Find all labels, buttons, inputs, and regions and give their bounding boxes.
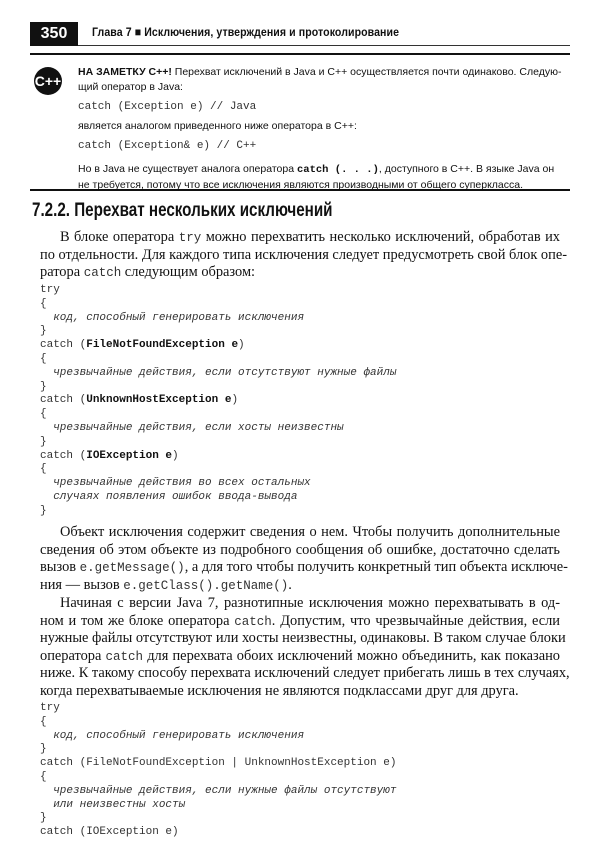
text-run: } (40, 743, 47, 756)
text-line (40, 559, 568, 577)
text-line (40, 264, 560, 282)
page-number: 350 (30, 22, 78, 46)
text-run: { (40, 770, 47, 783)
chapter-title: Глава 7 ■ Исключения, утверждения и протоколирование (92, 25, 400, 39)
note-text: Но в Java не существует аналога оператора (78, 163, 297, 175)
code-line (40, 408, 396, 422)
code-line (40, 312, 396, 326)
code-line (40, 381, 396, 395)
code-line (40, 422, 396, 436)
text-run: для перехвата обоих исключений можно объединить, как показано (143, 647, 560, 664)
text-line (40, 577, 560, 595)
note-code: catch (Exception& e) // C++ (78, 140, 257, 152)
text-run: ном и том же блоке оператора (40, 612, 235, 629)
code-comment: код, способный генерировать исключения (40, 311, 305, 324)
text-run: можно перехватить несколько исключений, обработав их (201, 229, 560, 245)
text-run: сведения об этом объекте из подробного сообщения об ошибке, достаточно сделать (40, 541, 560, 558)
text-run: { (40, 408, 47, 421)
text-run: нужные файлы отсутствуют или хосты неизвестны, одинаковы. В таком случае блоки (40, 630, 566, 646)
text-line (40, 542, 560, 560)
code-line (40, 394, 396, 408)
text-run: catch ( (40, 449, 87, 462)
text-run: { (40, 297, 47, 310)
text-run: { (40, 463, 47, 476)
paragraph (40, 524, 568, 594)
text-run: catch (IOException e) (40, 826, 179, 839)
code-line (40, 367, 396, 381)
code-line (40, 757, 396, 771)
code-listing (40, 702, 396, 840)
note-text: , доступного в С++. В языке Java он (378, 163, 555, 175)
text-run: } (40, 380, 47, 393)
code-line (40, 505, 396, 519)
code-line (40, 353, 396, 367)
text-line (40, 613, 560, 631)
code-bold-text: UnknownHostException e (86, 394, 232, 407)
code-line (40, 812, 396, 826)
note-inline-code: catch (. . .) (296, 164, 379, 176)
cpp-note-box (30, 53, 570, 191)
text-run: } (40, 504, 47, 517)
code-line (40, 716, 396, 730)
code-line (40, 771, 396, 785)
text-line (40, 229, 560, 247)
note-text: является аналогом приведенного ниже оператора в С++: (78, 120, 357, 132)
text-line (40, 630, 566, 648)
code-bold-text: FileNotFoundException e (86, 339, 239, 352)
text-run: ) (172, 449, 179, 462)
text-run: catch ( (40, 339, 87, 352)
text-line (40, 648, 560, 666)
code-line (40, 785, 396, 799)
code-comment: чрезвычайные действия, если отсутствуют нужные файлы (40, 366, 397, 379)
code-comment: чрезвычайные действия, если хосты неизвестны (40, 421, 344, 434)
code-comment: код, способный генерировать исключения (40, 729, 305, 742)
inline-code: catch (105, 649, 144, 664)
text-run: следующим образом: (121, 264, 256, 280)
text-run: когда перехватываемые исключения не являются подклассами друг для друга. (40, 682, 519, 699)
code-line (40, 298, 396, 312)
code-comment: случаях появления ошибок ввода-вывода (40, 490, 298, 503)
code-line (40, 450, 396, 464)
code-line (40, 339, 396, 353)
text-run: catch ( (40, 394, 87, 407)
inline-code: e.getClass().getName() (123, 578, 289, 593)
text-run: try (40, 284, 60, 296)
code-line (40, 826, 396, 840)
text-run: { (40, 352, 47, 365)
paragraph (40, 229, 567, 282)
text-run: } (40, 435, 47, 448)
inline-code: try (178, 231, 202, 245)
text-run: . (288, 576, 292, 593)
code-line (40, 463, 396, 477)
code-line (40, 325, 396, 339)
code-line (40, 799, 396, 813)
section-heading: 7.2.2. Перехват нескольких исключений (32, 200, 333, 221)
code-listing (40, 284, 396, 519)
text-line (40, 524, 560, 542)
text-run: { (40, 715, 47, 728)
text-run: вызов (40, 559, 80, 575)
note-label: НА ЗАМЕТКУ С++! (78, 66, 172, 78)
code-line (40, 284, 396, 298)
cpp-icon: C++ (34, 67, 62, 95)
note-code: catch (Exception e) // Java (78, 101, 257, 113)
paragraph (40, 595, 570, 700)
code-comment: чрезвычайные действия во всех остальных (40, 477, 311, 490)
code-line (40, 436, 396, 450)
text-run: } (40, 325, 47, 338)
text-run: . Допустим, что чрезвычайные действия, если (271, 612, 560, 629)
code-line (40, 491, 396, 505)
text-line (40, 665, 570, 683)
text-run: catch (FileNotFoundException | UnknownHostException e) (40, 757, 397, 770)
note-body (78, 65, 562, 193)
header-rule (78, 45, 570, 46)
text-run: try (40, 702, 60, 714)
text-run: } (40, 812, 47, 825)
text-run: ) (231, 394, 239, 407)
text-line (40, 595, 560, 613)
text-run: ниже. К такому способу перехвата исключений следует прибегать лишь в тех случаях, (40, 665, 570, 681)
text-run: ния — вызов (40, 576, 124, 593)
text-line (40, 246, 567, 265)
running-header (30, 22, 570, 46)
note-text: Перехват исключений в Java и С++ осуществляется почти одинаково. Следую- (171, 66, 562, 78)
text-run: Объект исключения содержит сведения о нем. Чтобы получить дополнительные (60, 524, 560, 540)
code-comment: или неизвестны хосты (40, 798, 186, 811)
text-run: ) (238, 339, 245, 352)
note-text: не требуется, потому что все исключения являются производными от общего суперкласса. (78, 179, 523, 191)
inline-code: catch (83, 266, 122, 280)
text-run: оператора (40, 647, 106, 664)
code-comment: чрезвычайные действия, если нужные файлы отсутствуют (40, 784, 397, 797)
code-bold-text: IOException e (86, 449, 173, 462)
text-run: ратора (40, 264, 84, 280)
inline-code: e.getMessage() (79, 561, 185, 575)
code-line (40, 702, 396, 716)
code-line (40, 743, 396, 757)
note-text: щий оператор в Java: (78, 81, 183, 93)
text-run: , а для того чтобы получить конкретный тип объекта исключе- (184, 559, 568, 575)
text-run: по отдельности. Для каждого типа исключения следует предусмотреть свой блок опе- (40, 246, 567, 263)
code-line (40, 730, 396, 744)
text-run: В блоке оператора (60, 229, 179, 245)
text-line (40, 683, 560, 701)
inline-code: catch (234, 614, 272, 629)
code-line (40, 477, 396, 491)
text-run: Начиная с версии Java 7, разнотипные исключения можно перехватывать в од- (60, 595, 560, 611)
